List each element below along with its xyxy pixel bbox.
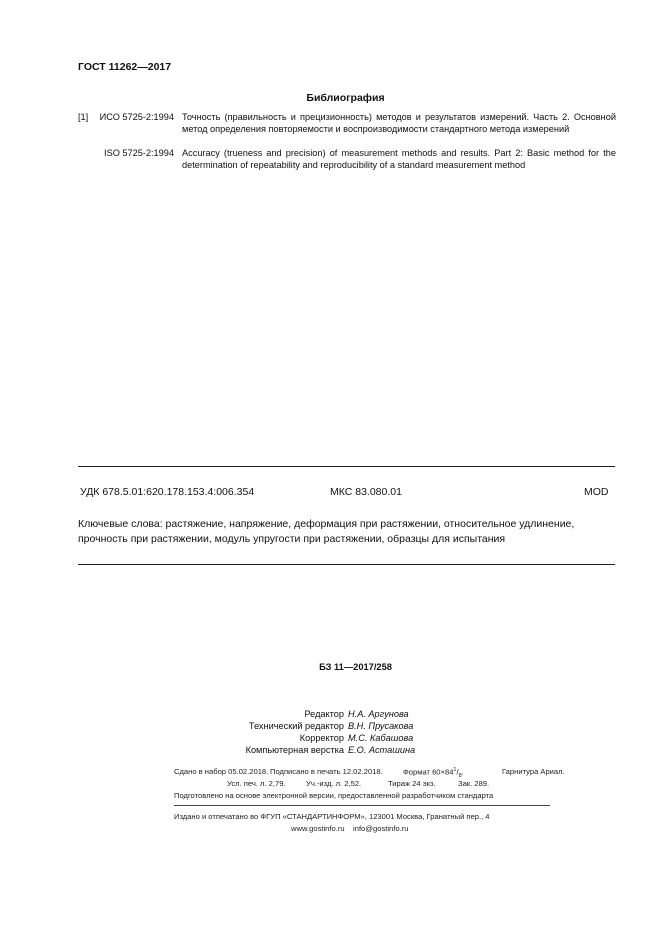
udk-code: УДК 678.5.01:620.178.153.4:006.354 [80, 486, 255, 498]
divider [174, 805, 550, 806]
bz-number: БЗ 11—2017/258 [319, 662, 392, 672]
credit-tech-editor [220, 720, 413, 732]
reference-title: Accuracy (trueness and precision) of measurement methods and results. Part 2: Basic method for the determination of repeatability and reproducibility of a standard measurement method [182, 148, 616, 170]
mks-code: МКС 83.080.01 [330, 486, 402, 498]
print-info-pub-sheets: Уч.-изд. л. 2,52. [306, 779, 362, 788]
credit-role: Корректор [299, 733, 344, 743]
divider [78, 466, 615, 467]
bibliography-title: Библиография [306, 92, 385, 104]
print-info-typeface: Гарнитура Ариал. [502, 767, 565, 776]
credit-role: Компьютерная верстка [245, 745, 344, 755]
credit-proofreader [220, 732, 413, 744]
print-info-prepared: Подготовлено на основе электронной версии, предоставленной разработчиком стандарта [174, 791, 494, 800]
reference-code: ISO 5725-2:1994 [104, 148, 174, 158]
print-info-sheets: Усл. печ. л. 2,79. [227, 779, 286, 788]
credit-name: Е.О. Асташина [348, 745, 416, 755]
credit-name: М.С. Кабашова [348, 733, 414, 743]
credit-layout [220, 744, 415, 756]
print-info-order: Зак. 289. [458, 779, 490, 788]
print-info-format: Формат $60\times 84^1/_8$. [403, 767, 464, 780]
publisher-web: www.gostinfo.ru info@gostinfo.ru [291, 824, 409, 833]
publisher-address: Издано и отпечатано во ФГУП «СТАНДАРТИНФОРМ», 123001 Москва, Гранатный пер., 4 [174, 812, 490, 821]
credit-role: Технический редактор [248, 721, 344, 731]
print-info-signed: Подписано в печать 12.02.2018. [270, 767, 383, 776]
reference-title: Точность (правильность и прецизионность) методов и результатов измерений. Часть 2. Основной метод определения повторяемости и воспроизводимости стандартного метода измерений [182, 112, 616, 134]
reference-code: ИСО 5725-2:1994 [99, 112, 174, 122]
reference-number: [1] [78, 112, 89, 122]
credit-name: В.Н. Прусакова [348, 721, 414, 731]
credit-role: Редактор [304, 709, 344, 719]
print-info-submitted: Сдано в набор 05.02.2018. [174, 767, 269, 776]
divider [78, 564, 615, 565]
keywords: Ключевые слова: растяжение, напряжение, деформация при растяжении, относительное удлинение, прочность при растяжении, модуль упругости при растяжении, образцы для испытания [78, 518, 575, 545]
credit-name: Н.А. Аргунова [348, 709, 409, 719]
mod-label: MOD [584, 486, 609, 498]
print-info-circulation: Тираж 24 экз. [388, 779, 436, 788]
credit-editor [220, 708, 409, 720]
document-id: ГОСТ 11262—2017 [78, 61, 172, 73]
